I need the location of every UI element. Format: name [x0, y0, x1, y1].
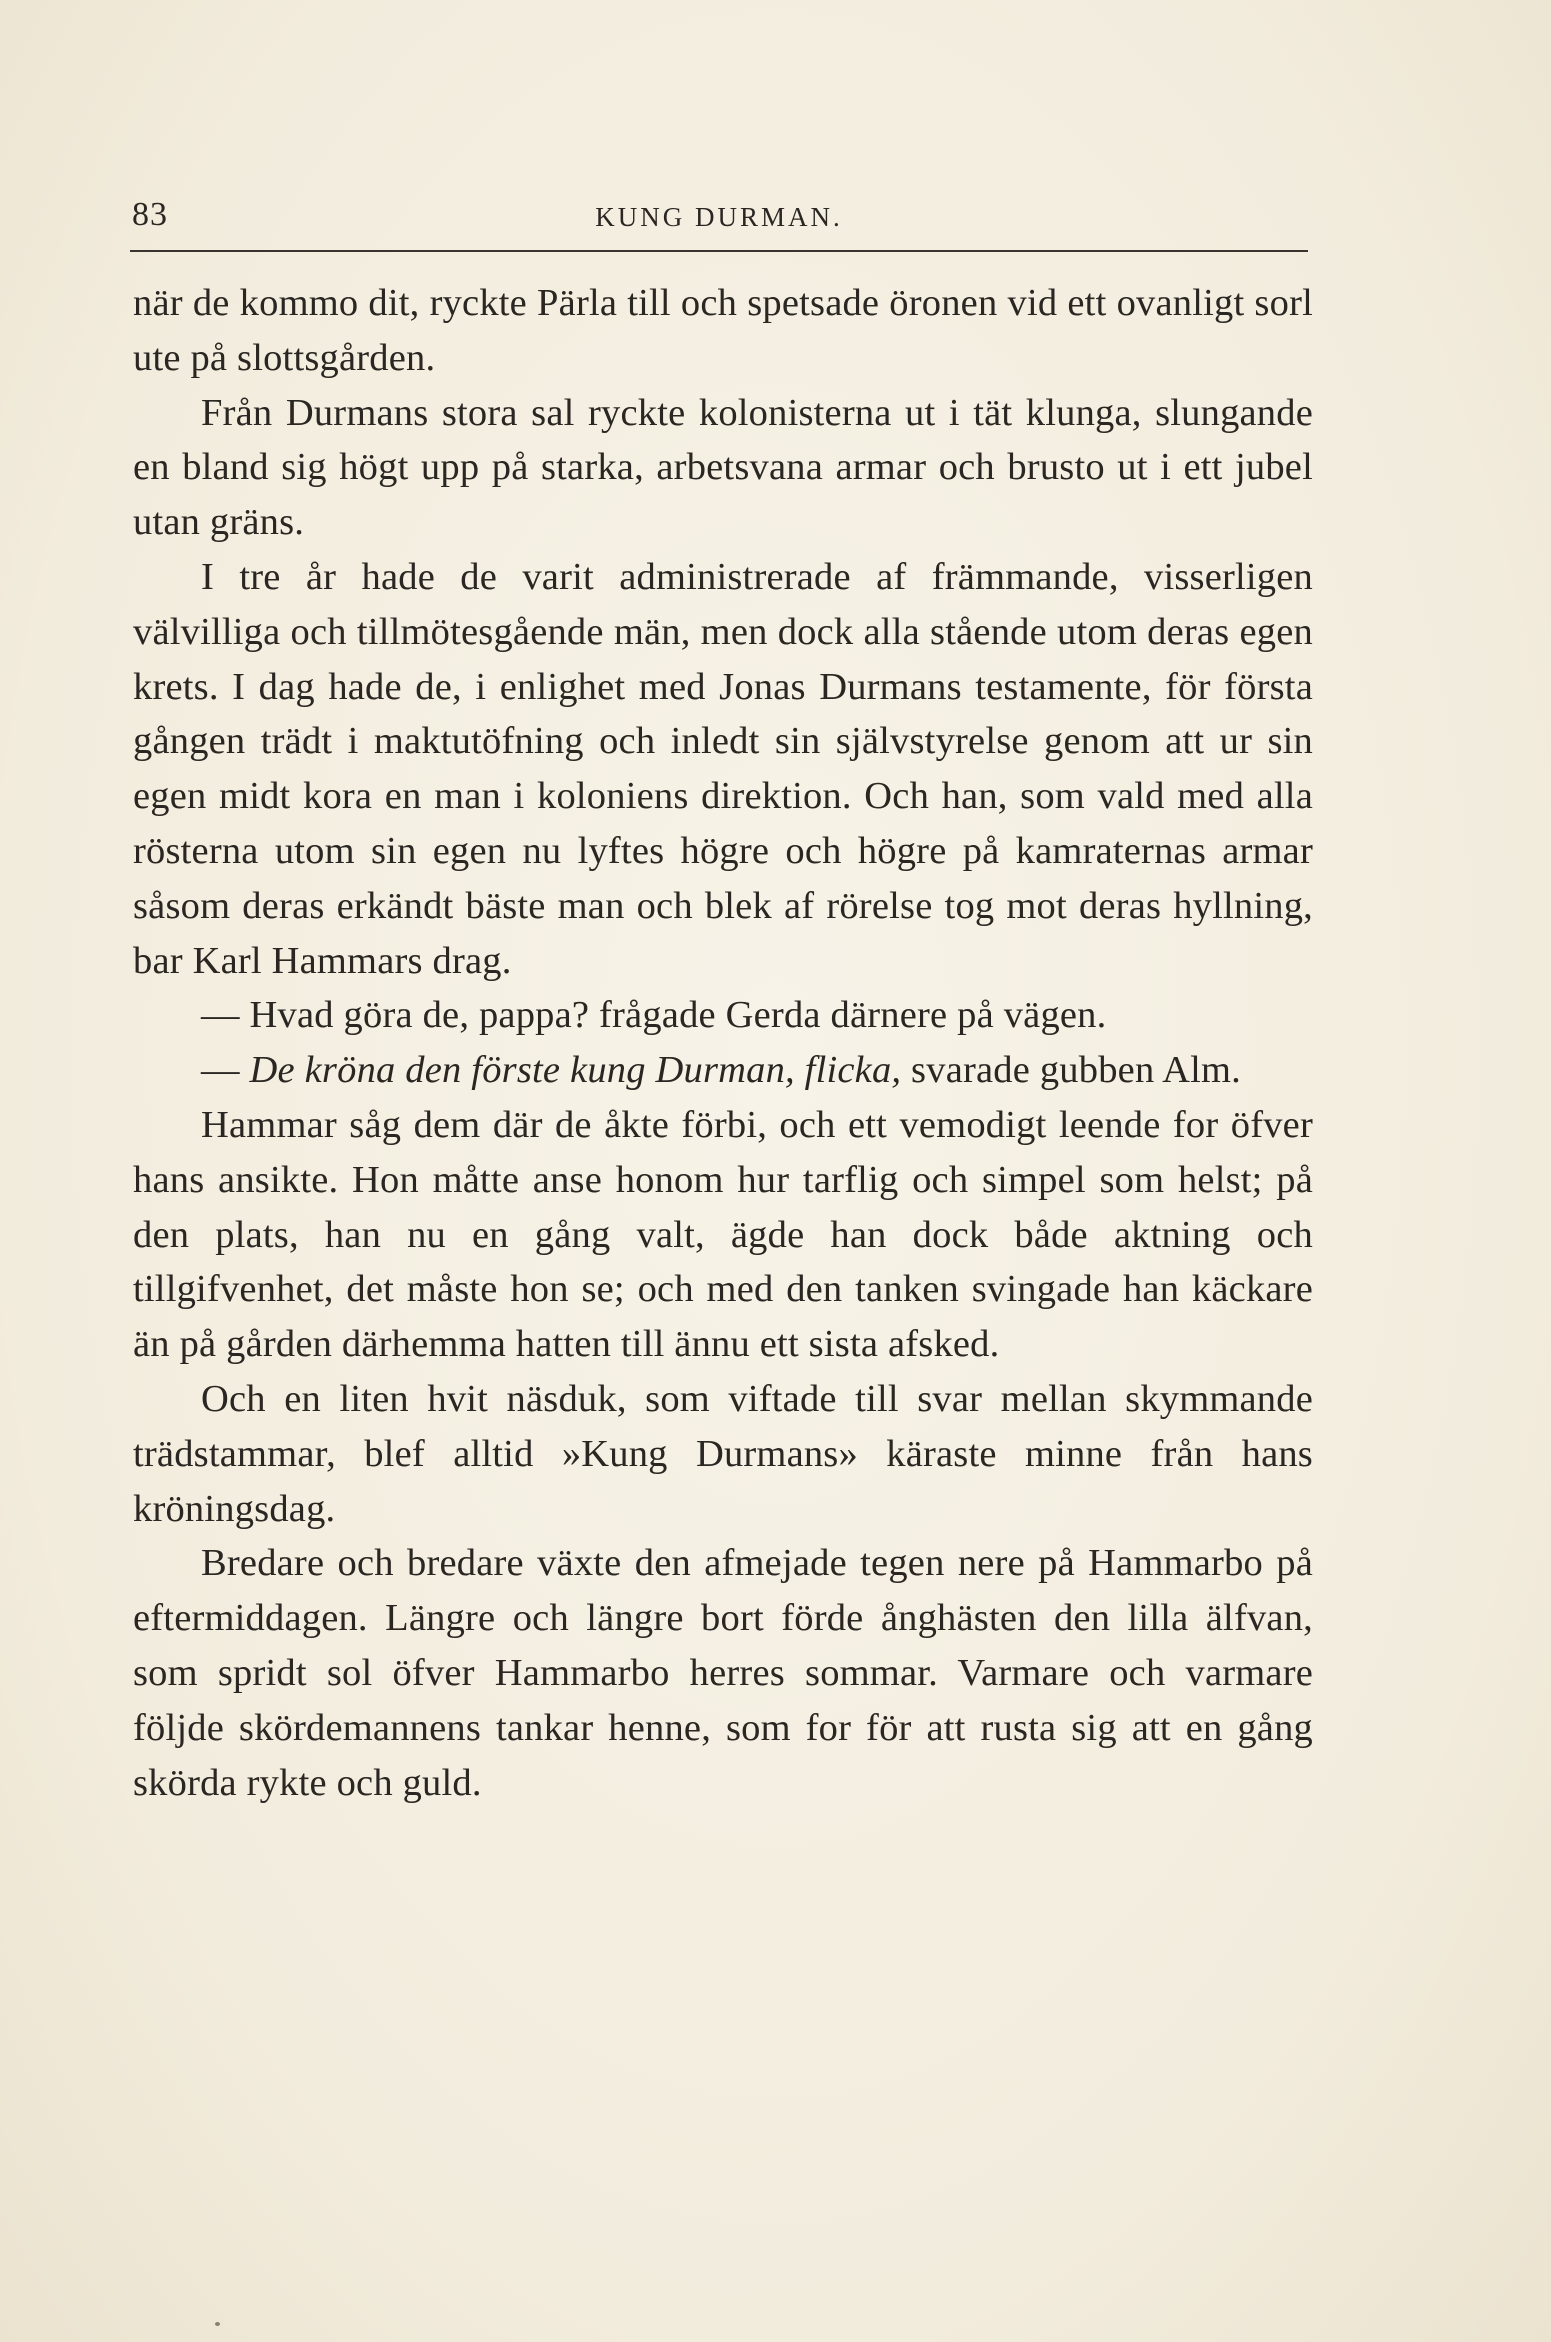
body-text — [133, 276, 1313, 1810]
paragraph-3: I tre år hade de varit administrerade af främmande, visserligen välvilliga och tillmötesgående män, men dock alla stående utom deras egen krets. I dag hade de, i enlighet med Jonas Durmans testamente, för första gången trädt i maktutöfning och inledt sin självstyrelse genom att ur sin egen midt kora en man i koloniens direktion. Och han, som vald med alla rösterna utom sin egen nu lyftes högre och högre på kamraternas armar såsom deras erkändt bäste man och blek af rörelse tog mot deras hyllning, bar Karl Hammars drag. — [133, 555, 1313, 982]
header-rule — [130, 250, 1308, 252]
dialogue-tail: svarade gubben Alm. — [901, 1049, 1241, 1092]
paragraph-7: Och en liten hvit näsduk, som viftade till svar mellan skymmande trädstammar, blef alltid »Kung Durmans» käraste minne från hans kröningsdag. — [133, 1377, 1313, 1530]
paper-speck — [215, 2322, 220, 2326]
paragraph-6: Hammar såg dem där de åkte förbi, och ett vemodigt leende for öfver hans ansikte. Hon måtte anse honom hur tarflig och simpel som helst; på den plats, han nu en gång valt, ägde han dock både aktning och tillgifvenhet, det måste hon se; och med den tanken svingade han käckare än på gården därhemma hatten till ännu ett sista afsked. — [133, 1103, 1313, 1366]
page-header — [130, 196, 1308, 246]
paragraph-2: Från Durmans stora sal ryckte kolonisterna ut i tät klunga, slungande en bland sig högt upp på starka, arbetsvana armar och brusto ut i ett jubel utan gräns. — [133, 391, 1313, 544]
paragraph-1: när de kommo dit, ryckte Pärla till och spetsade öronen vid ett ovanligt sorl ute på slottsgården. — [133, 282, 1313, 379]
running-title: KUNG DURMAN. — [595, 202, 843, 232]
dialogue-dash: — — [201, 1049, 250, 1092]
paragraph-4-dialogue: — Hvad göra de, pappa? frågade Gerda därnere på vägen. — [201, 994, 1107, 1037]
paragraph-5-dialogue — [133, 1043, 1313, 1098]
italic-quote: De kröna den förste kung Durman, flicka, — [249, 1049, 902, 1092]
page-number: 83 — [132, 196, 168, 233]
paragraph-8: Bredare och bredare växte den afmejade tegen nere på Hammarbo på eftermiddagen. Längre och längre bort förde ånghästen den lilla älfvan, som spridt sol öfver Hammarbo herres sommar. Varmare och varmare följde skördemannens tankar henne, som for för att rusta sig att en gång skörda rykte och guld. — [133, 1542, 1313, 1804]
